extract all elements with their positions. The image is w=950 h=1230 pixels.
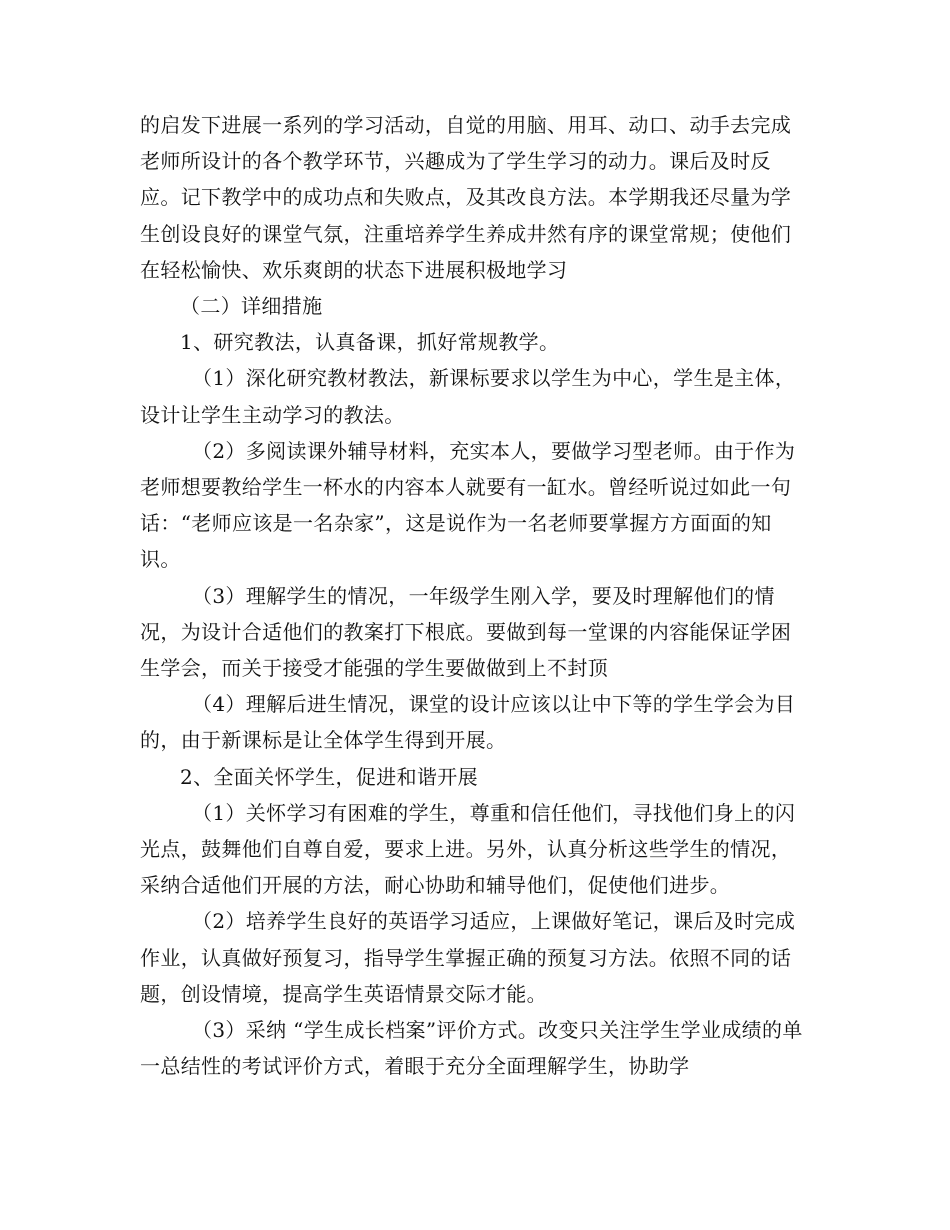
subheading-care-for-students: 2、全面关怀学生，促进和谐开展	[180, 764, 478, 789]
paragraph-continuation: 的启发下进展一系列的学习活动，自觉的用脑、用耳、动口、动手去完成老师所设计的各个教学环节，兴趣成为了学生学习的动力。课后及时反应。记下教学中的成功点和失败点，及其改良方法。本学期我还尽量为学生创设良好的课堂气氛，注重培养学生养成井然有序的课堂常规；使他们在轻松愉快、欢乐爽朗的状态下进展积极地学习	[140, 113, 792, 282]
list-item-1-4: （4）理解后进生情况，课堂的设计应该以让中下等的学生学会为目的，由于新课标是让全体学生得到开展。	[140, 692, 796, 753]
list-item-2-2: （2）培养学生良好的英语学习适应，上课做好笔记，课后及时完成作业，认真做好预复习，指导学生掌握正确的预复习方法。依照不同的话题，创设情境，提高学生英语情景交际才能。	[140, 909, 796, 1006]
list-item-2-3: （3）采纳 “学生成长档案”评价方式。改变只关注学生学业成绩的单一总结性的考试评价方式，着眼于充分全面理解学生，协助学	[140, 1018, 803, 1079]
list-item-1-1: （1）深化研究教材教法，新课标要求以学生为中心，学生是主体，设计让学生主动学习的教法。	[140, 366, 796, 427]
subheading-research-teaching-methods: 1、研究教法，认真备课，抓好常规教学。	[180, 330, 560, 355]
list-item-1-3: （3）理解学生的情况，一年级学生刚入学，要及时理解他们的情况，为设计合适他们的教案打下根底。要做到每一堂课的内容能保证学困生学会，而关于接受才能强的学生要做做到上不封顶	[140, 583, 792, 681]
list-item-2-1: （1）关怀学习有困难的学生，尊重和信任他们，寻找他们身上的闪光点，鼓舞他们自尊自爱，要求上进。另外，认真分析这些学生的情况，采纳合适他们开展的方法，耐心协助和辅导他们，促使他们进步。	[140, 800, 796, 898]
document-body	[140, 107, 810, 1084]
list-item-1-2: （2）多阅读课外辅导材料，充实本人，要做学习型老师。由于作为老师想要教给学生一杯水的内容本人就要有一缸水。曾经听说过如此一句话：“老师应该是一名杂家”，这是说作为一名老师要掌握方方面面的知识。	[140, 438, 796, 572]
section-heading-detailed-measures: （二）详细措施	[180, 294, 323, 319]
